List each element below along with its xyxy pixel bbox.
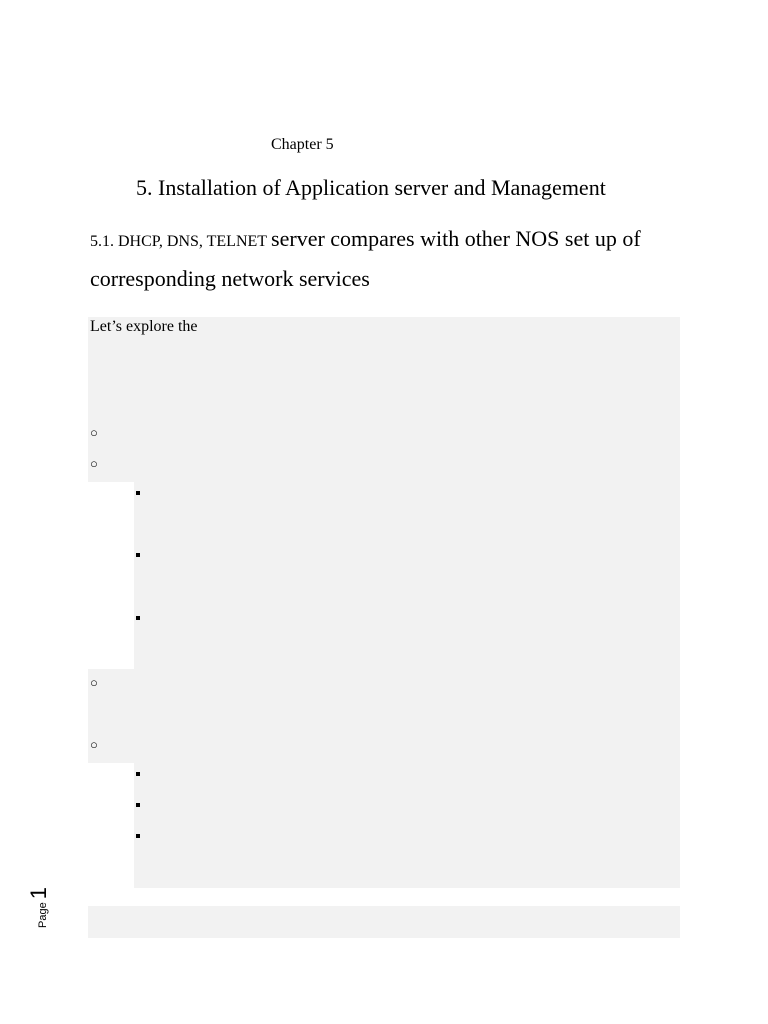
section-heading-line-1 [90, 226, 641, 252]
shaded-block-5 [88, 906, 680, 938]
square-bullet-1 [136, 491, 140, 495]
page-label: Page [37, 902, 49, 928]
square-bullet-6 [136, 834, 140, 838]
circle-bullet-1: ○ [90, 425, 98, 440]
section-heading-text: server compares with other NOS set up of [271, 226, 641, 251]
section-protocols: DHCP, DNS, TELNET [118, 233, 268, 250]
circle-bullet-2: ○ [90, 456, 98, 471]
body-lead-text: Let’s explore the [90, 318, 198, 335]
chapter-label: Chapter 5 [271, 136, 334, 153]
square-bullet-2 [136, 553, 140, 557]
page-number: 1 [26, 887, 51, 900]
section-heading-line-2: corresponding network services [90, 266, 370, 291]
document-title: 5. Installation of Application server and Management [136, 175, 606, 200]
shaded-block-3 [88, 669, 680, 763]
circle-bullet-4: ○ [90, 737, 98, 752]
shaded-block-2 [134, 482, 680, 669]
circle-bullet-3: ○ [90, 675, 98, 690]
section-number: 5.1. [90, 233, 114, 250]
square-bullet-3 [136, 616, 140, 620]
square-bullet-5 [136, 803, 140, 807]
shaded-block-4 [134, 763, 680, 888]
shaded-block-1 [88, 317, 680, 482]
square-bullet-4 [136, 772, 140, 776]
page-number-footer [26, 887, 52, 928]
